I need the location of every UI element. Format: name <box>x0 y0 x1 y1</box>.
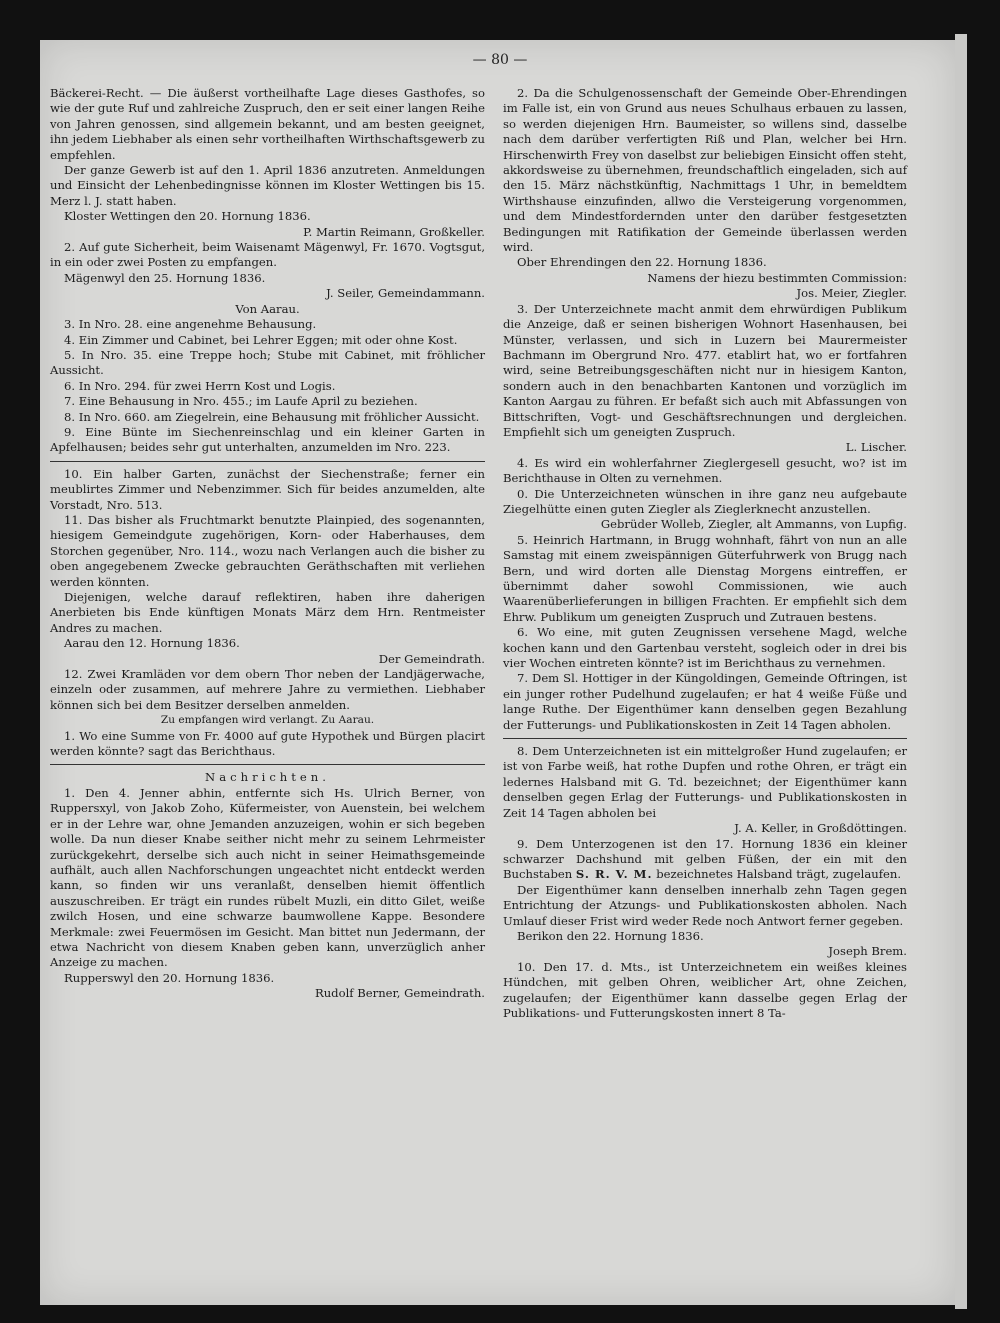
notice-item-6: 6. In Nro. 294. für zwei Herrn Kost und Logis. <box>64 378 336 393</box>
notice-item-8: 8. In Nro. 660. am Ziegelrein, eine Behausung mit fröhlicher Aussicht. <box>64 409 480 424</box>
notice-schoolhouse: 2. Da die Schulgenossenschaft der Gemeinde Ober-Ehrendingen im Falle ist, ein von Grund aus neues Schulhaus erbauen zu lassen, so werden diejenigen Hrn. Baumeister, so willens sind, dasselbe nach dem darüber verfertigten Riß und Plan, welcher bei Hrn. Hirschenwirth Frey von daselbst zur beliebigen Einsicht offen steht, akkordsweise zu übernehmen, freundschaftlich eingeladen, sich auf den 15. März nächstkünftig, Nachmittags 1 Uhr, in bemeldtem Wirthshause einzufinden, allwo die Versteigerung vorgenommen, und dem Mindestfordernden unter den darüber festgesetzten Bedingungen mit Ratifikation der Gemeinde überlassen werden wird. <box>503 86 907 255</box>
notice-schoolhouse-signature: Jos. Meier, Ziegler. <box>796 286 907 301</box>
notice-item-11-date: Aarau den 12. Hornung 1836. <box>64 636 240 651</box>
notice-dachshund-text-a: 9. Dem Unterzogenen ist den 17. Hornung 1836 ein kleiner schwarzer Dachshund mit gelben Füßen, der ein mit den Buchstaben <box>503 836 907 882</box>
divider <box>50 764 485 765</box>
notice-item-11-signature: Der Gemeindrath. <box>378 651 485 666</box>
notice-brickmaker-wanted: 4. Es wird ein wohlerfahrner Zieglergesell gesucht, wo? ist im Berichthause in Olten zu vernehmen. <box>503 455 907 486</box>
news-item-1: 1. Den 4. Jenner abhin, entfernte sich Hs. Ulrich Berner, von Ruppersxyl, von Jakob Zoho, Küfermeister, von Auenstein, bei welchem er in der Lehre war, ohne Jemanden anzuzeigen, wohin er sich begeben wolle. Da nun dieser Knabe seither nicht mehr zu seinem Lehrmeister zurückgekehrt, derselbe sich auch nicht in seiner Heimathsgemeinde aufhält, auch allen Nachforschungen ungeachtet nicht entdeckt werden kann, so finden wir uns veranlaßt, denselben hiemit öffentlich auszuschreiben. Er trägt ein rundes rübelt Muzli, ein ditto Gilet, weiße zwilch Hosen, und eine schwarze baumwollene Kappe. Besondere Merkmale: zwei Feuermösen im Gesicht. Man bittet nun Jedermann, der etwa Nachricht von diesem Knaben geben kann, unverzüglich anher Anzeige zu machen. <box>50 785 485 970</box>
notice-freight: 5. Heinrich Hartmann, in Brugg wohnhaft, fährt von nun an alle Samstag mit einem zweispännigen Güterfuhrwerk von Brugg nach Bern, und wird dorten alle Dienstag Morgens eintreffen, er übernimmt daher sowohl Commissionen, wie auch Waarenüberlieferungen in billigen Frachten. Er empfiehlt sich dem Ehrw. Publikum um geneigten Zuspruch und Zutrauen bestens. <box>503 532 907 624</box>
notice-maid: 6. Wo eine, mit guten Zeugnissen versehene Magd, welche kochen kann und den Gartenbau versteht, sogleich oder in drei bis vier Wochen eintreten könnte? ist im Berichthaus zu vernehmen. <box>503 625 907 671</box>
notice-item-11b: Diejenigen, welche darauf reflektiren, haben ihre daherigen Anerbieten bis Ende künftigen Monats März dem Hrn. Rentmeister Andres zu machen. <box>50 590 485 635</box>
intro-paragraph: Bäckerei-Recht. — Die äußerst vortheilhafte Lage dieses Gasthofes, so wie der gute Ruf und zahlreiche Zuspruch, den er seit einer langen Reihe von Jahren genossen, sind allgemein bekannt, und am besten geeignet, ihn jedem Liebhaber als einen sehr vortheilhaften Wirthschaftsgewerb zu empfehlen. <box>50 86 485 162</box>
section-heading-von-aarau: Von Aarau. <box>235 301 300 316</box>
notice-item-2: 2. Auf gute Sicherheit, beim Waisenamt Mägenwyl, Fr. 1670. Vogtsgut, in ein oder zwei Posten zu empfangen. <box>50 240 485 270</box>
notice-item-12: 12. Zwei Kramläden vor dem obern Thor neben der Landjägerwache, einzeln oder zusammen, auf mehrere Jahre zu vermiethen. Liebhaber können sich bei dem Besitzer derselben anmelden. <box>50 667 485 712</box>
page-edge <box>955 34 967 1309</box>
notice-dachshund-date: Berikon den 22. Hornung 1836. <box>517 928 704 943</box>
page-number: — 80 — <box>472 52 528 68</box>
notice-brickworks-signature: Gebrüder Wolleb, Ziegler, alt Ammanns, von Lupfig. <box>600 517 907 532</box>
divider <box>503 738 907 739</box>
notice-item-9: 9. Eine Bünte im Siechenreinschlag und ein kleiner Garten in Apfelhausen; beides sehr gut unterhalten, anzumelden im Nro. 223. <box>50 424 485 455</box>
news-item-1-date: Rupperswyl den 20. Hornung 1836. <box>64 970 275 985</box>
notice-item-10: 10. Ein halber Garten, zunächst der Siechenstraße; ferner ein meublirtes Zimmer und Nebenzimmer. Sich für beides anzumelden, alte Vorstadt, Nro. 513. <box>50 466 485 512</box>
notice-poodle: 7. Dem Sl. Hottiger in der Küngoldingen, Gemeinde Oftringen, ist ein junger rother Pudelhund zugelaufen; er hat 4 weiße Füße und lange Ruthe. Der Eigenthümer kann denselben gegen Bezahlung der Futterungs- und Publikationskosten in Zeit 14 Tagen abholen. <box>503 671 907 732</box>
notice-item-4: 4. Ein Zimmer und Cabinet, bei Lehrer Eggen; mit oder ohne Kost. <box>64 332 458 347</box>
notice-schoolhouse-commission: Namens der hiezu bestimmten Commission: <box>647 270 907 285</box>
intro-paragraph-2: Der ganze Gewerb ist auf den 1. April 1836 anzutreten. Anmeldungen und Einsicht der Lehenbedingnisse können im Kloster Wettingen bis 15. Merz l. J. statt haben. <box>50 163 485 208</box>
notice-dachshund-signature: Joseph Brem. <box>828 944 907 959</box>
notice-small-dog: 10. Den 17. d. Mts., ist Unterzeichnetem ein weißes kleines Hündchen, mit gelben Ohren, weiblicher Art, ohne Zeichen, zugelaufen; der Eigenthümer kann dasselbe gegen Erlag der Publikations- und Futterungskosten innert 8 Ta- <box>503 959 907 1020</box>
collar-letters: S. R. V. M. <box>575 867 653 882</box>
news-item-1-signature: Rudolf Berner, Gemeindrath. <box>314 986 485 1001</box>
notice-dog-signature: J. A. Keller, in Großdöttingen. <box>734 821 907 836</box>
section-heading-zu-empfangen: Zu empfangen wird verlangt. Zu Aarau. <box>160 714 375 727</box>
loan-item-1: 1. Wo eine Summe von Fr. 4000 auf gute Hypothek und Bürgen placirt werden könnte? sagt das Berichthaus. <box>50 728 485 759</box>
right-column <box>503 86 907 1021</box>
notice-dachshund-text-b: bezeichnetes Halsband trägt, zugelaufen. <box>656 867 902 882</box>
notice-brickworks: 0. Die Unterzeichneten wünschen in ihre ganz neu aufgebaute Ziegelhütte einen guten Ziegler als Zieglerknecht anzustellen. <box>503 486 907 516</box>
notice-dog: 8. Dem Unterzeichneten ist ein mittelgroßer Hund zugelaufen; er ist von Farbe weiß, hat rothe Dupfen und rothe Ohren, er trägt ein ledernes Halsband mit G. Td. bezeichnet; der Eigenthümer kann denselben gegen Erlag der Futterungs- und Publikationskosten in Zeit 14 Tagen abholen bei <box>503 744 907 820</box>
notice-item-11: 11. Das bisher als Fruchtmarkt benutzte Plainpied, des sogenannten, hiesigem Gemeindgute zugehörigen, Korn- oder Haberhauses, dem Storchen gegenüber, Nro. 114., wozu nach Verlangen auch die bisher zu oben angegebenem Zwecke gebrauchten Geräthschaften mit verliehen werden könnten. <box>50 512 485 589</box>
notice-schoolhouse-date: Ober Ehrendingen den 22. Hornung 1836. <box>517 255 767 270</box>
intro-signature: P. Martin Reimann, Großkeller. <box>303 224 485 239</box>
notice-item-5: 5. In Nro. 35. eine Treppe hoch; Stube mit Cabinet, mit fröhlicher Aussicht. <box>50 347 485 378</box>
intro-date: Kloster Wettingen den 20. Hornung 1836. <box>64 209 311 224</box>
divider <box>50 461 485 462</box>
notice-relocation: 3. Der Unterzeichnete macht anmit dem ehrwürdigen Publikum die Anzeige, daß er seinen bisherigen Wohnort Hasenhausen, bei Münster, verlassen, und sich in Luzern bei Maurermeister Bachmann im Obergrund Nro. 477. etablirt hat, wo er fortfahren wird, seine Betreibungsgeschäften nicht nur in hiesigem Kanton, sondern auch in den benachbarten Kantonen und vorzüglich im Kanton Aargau zu führen. Er befaßt sich auch mit Abfassungen von Bittschriften, Vogt- und Geschäftsrechnungen und dergleichen. Empfiehlt sich um geneigten Zuspruch. <box>503 301 907 439</box>
notice-item-3: 3. In Nro. 28. eine angenehme Behausung. <box>64 317 317 332</box>
notice-item-2-date: Mägenwyl den 25. Hornung 1836. <box>64 270 266 285</box>
notice-dachshund-owner: Der Eigenthümer kann denselben innerhalb zehn Tagen gegen Entrichtung der Atzungs- und Publikationskosten abholen. Nach Umlauf dieser Frist wird weder Rede noch Antwort ferner gegeben. <box>503 882 907 928</box>
section-heading-nachrichten: Nachrichten. <box>205 770 330 785</box>
notice-item-2-signature: J. Seiler, Gemeindammann. <box>326 286 485 301</box>
left-column <box>50 86 485 1002</box>
notice-relocation-signature: L. Lischer. <box>845 440 907 455</box>
notice-item-7: 7. Eine Behausung in Nro. 455.; im Laufe April zu beziehen. <box>64 394 418 409</box>
notice-dachshund <box>503 837 907 883</box>
